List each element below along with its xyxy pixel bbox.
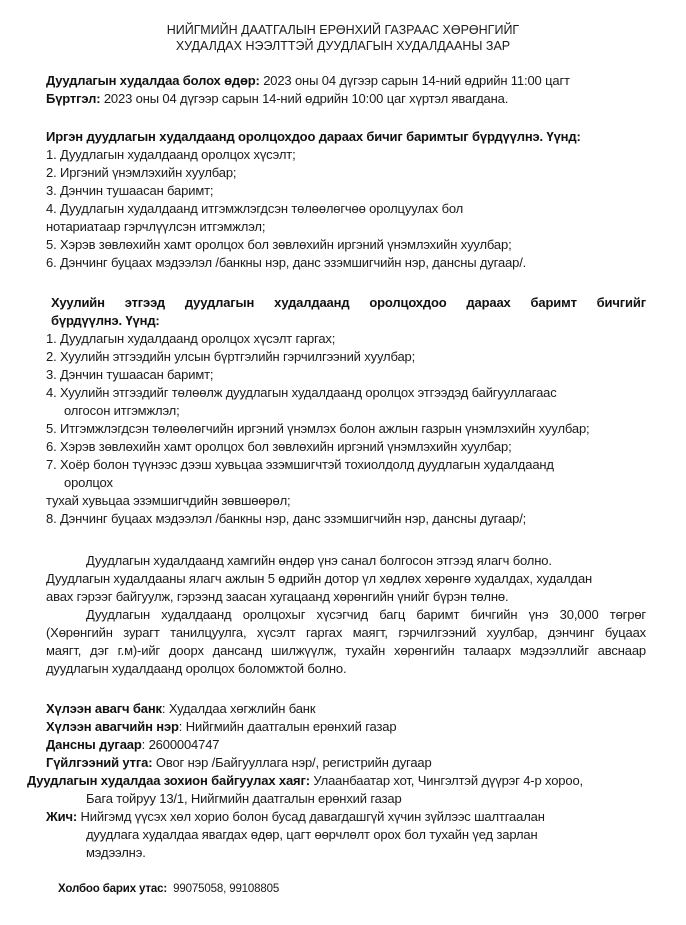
recipient-bank [46, 700, 315, 717]
citizen-requirement-item: 5. Хэрэв зөвлөхийн хамт оролцох бол зөвлөхийн иргэний үнэмлэхийн хуулбар; [46, 237, 512, 252]
contact-phone [58, 881, 279, 898]
entity-requirement-item: 3. Дэнчин тушаасан баримт; [46, 367, 214, 382]
transaction-reference-value: Овог нэр /Байгууллага нэр/, регистрийн дугаар [152, 755, 432, 770]
note-text: Нийгэмд үүсэх хөл хорио болон бусад давагдашгүй хүчин зүйлээс шалтгаалан [77, 809, 545, 824]
contact-phone-label: Холбоо барих утас: [58, 883, 168, 895]
fee-terms-line: (Хөрөнгийн зурагт танилцуулга, хүсэлт гаргах маягт, гэрчилгээний хуулбар, дэнчинг буцаах [46, 625, 646, 640]
note-text-continued: дуудлага худалдаа явагдах өдөр, цагт өөрчлөлт орох бол тухайн үед зарлан [86, 827, 538, 842]
account-number [46, 736, 219, 753]
note [46, 808, 545, 825]
citizen-requirement-item: 1. Дуудлагын худалдаанд оролцох хүсэлт; [46, 147, 296, 162]
recipient-name-value: : Нийгмийн даатгалын ерөнхий газар [178, 719, 397, 734]
auction-location-value: Улаанбаатар хот, Чингэлтэй дүүрэг 4-р хороо, [309, 773, 583, 788]
entity-requirement-item: 8. Дэнчинг буцаах мэдээлэл /банкны нэр, данс эзэмшигчийн нэр, дансны дугаар/; [46, 511, 527, 526]
entity-requirement-item-continued: оролцох [64, 475, 113, 490]
fee-terms-line: дуудлагын худалдаанд оролцох боломжтой болно. [46, 661, 347, 676]
note-text-continued: мэдээлнэ. [86, 845, 146, 860]
citizen-requirement-item: 4. Дуудлагын худалдаанд итгэмжлэгдсэн төлөөлөгчөө оролцуулах бол [46, 201, 464, 216]
auction-date-value: 2023 оны 04 дүгээр сарын 14-ний өдрийн 11:00 цагт [259, 73, 570, 88]
auction-location [27, 772, 583, 789]
citizen-requirement-item: 6. Дэнчинг буцаах мэдээлэл /банкны нэр, данс эзэмшигчийн нэр, дансны дугаар/. [46, 255, 527, 270]
entity-requirement-item-continued: тухай хувьцаа эзэмшигчдийн зөвшөөрөл; [46, 493, 291, 508]
transaction-reference-label: Гүйлгээний утга: [46, 755, 153, 770]
notice-title-line-1: НИЙГМИЙН ДААТГАЛЫН ЕРӨНХИЙ ГАЗРААС ХӨРӨНГИЙГ [166, 23, 520, 37]
entity-requirement-item: 7. Хоёр болон түүнээс дээш хувьцаа эзэмшигчтэй тохиолдолд дуудлагын худалдаанд [46, 457, 554, 472]
entity-requirement-item: 2. Хуулийн этгээдийн улсын бүртгэлийн гэрчилгээний хуулбар; [46, 349, 416, 364]
recipient-bank-label: Хүлээн авагч банк [46, 701, 162, 716]
auction-date [46, 72, 570, 89]
citizen-requirements-heading: Иргэн дуудлагын худалдаанд оролцохдоо дараах бичиг баримтыг бүрдүүлнэ. Үүнд: [46, 129, 581, 144]
fee-terms-line: маягт, дэг г.м)-ийг доорх дансанд шилжүүлж, тухайн хөрөнгийн талаарх мэдээллийг авснаар [46, 643, 646, 658]
contact-phone-value: 99075058, 99108805 [167, 883, 280, 895]
transaction-reference [46, 754, 432, 771]
account-number-label: Дансны дугаар [46, 737, 142, 752]
winner-terms-line: авах гэрээг байгуулж, гэрээнд заасан хугацаанд хөрөнгийн үнийг бүрэн төлнө. [46, 589, 509, 604]
winner-terms-line: Дуудлагын худалдааны ялагч ажлын 5 өдрийн дотор үл хөдлөх хөрөнгө худалдах, худалдан [46, 571, 593, 586]
winner-terms-line: Дуудлагын худалдаанд хамгийн өндөр үнэ санал болгосон этгээд ялагч болно. [86, 553, 552, 568]
registration-time [46, 90, 508, 107]
auction-date-label: Дуудлагын худалдаа болох өдөр: [46, 73, 260, 88]
recipient-bank-value: : Худалдаа хөгжлийн банк [161, 701, 316, 716]
entity-requirement-item-continued: олгосон итгэмжлэл; [64, 403, 180, 418]
citizen-requirement-item: 2. Иргэний үнэмлэхийн хуулбар; [46, 165, 237, 180]
notice-title-line-2: ХУДАЛДАХ НЭЭЛТТЭЙ ДУУДЛАГЫН ХУДАЛДААНЫ ЗАР [175, 39, 511, 53]
entity-requirements-heading-line-2: бүрдүүлнэ. Үүнд: [51, 313, 160, 328]
entity-requirement-item: 6. Хэрэв зөвлөхийн хамт оролцох бол зөвлөхийн иргэний үнэмлэхийн хуулбар; [46, 439, 512, 454]
auction-location-continued: Бага тойруу 13/1, Нийгмийн даатгалын ерөнхий газар [86, 791, 402, 806]
recipient-name [46, 718, 396, 735]
note-label: Жич: [46, 809, 78, 824]
citizen-requirement-item: 3. Дэнчин тушаасан баримт; [46, 183, 214, 198]
entity-requirement-item: 5. Итгэмжлэгдсэн төлөөлөгчийн иргэний үнэмлэх болон ажлын газрын үнэмлэхийн хуулбар; [46, 421, 590, 436]
registration-value: 2023 оны 04 дүгээр сарын 14-ний өдрийн 10:00 цаг хүртэл явагдана. [100, 91, 509, 106]
fee-terms-line: Дуудлагын худалдаанд оролцохыг хүсэгчид багц баримт бичгийн үнэ 30,000 төгрөг [86, 607, 646, 622]
auction-location-label: Дуудлагын худалдаа зохион байгуулах хаяг: [27, 773, 310, 788]
registration-label: Бүртгэл: [46, 91, 101, 106]
entity-requirement-item: 1. Дуудлагын худалдаанд оролцох хүсэлт гаргах; [46, 331, 336, 346]
account-number-value: : 2600004747 [141, 737, 220, 752]
entity-requirement-item: 4. Хуулийн этгээдийг төлөөлж дуудлагын худалдаанд оролцох этгээдэд байгууллагаас [46, 385, 557, 400]
citizen-requirement-item-continued: нотариатаар гэрчлүүлсэн итгэмжлэл; [46, 219, 266, 234]
entity-requirements-heading-line-1: Хуулийн этгээд дуудлагын худалдаанд оролцохдоо дараах баримт бичгийг [51, 295, 646, 310]
recipient-name-label: Хүлээн авагчийн нэр [46, 719, 179, 734]
